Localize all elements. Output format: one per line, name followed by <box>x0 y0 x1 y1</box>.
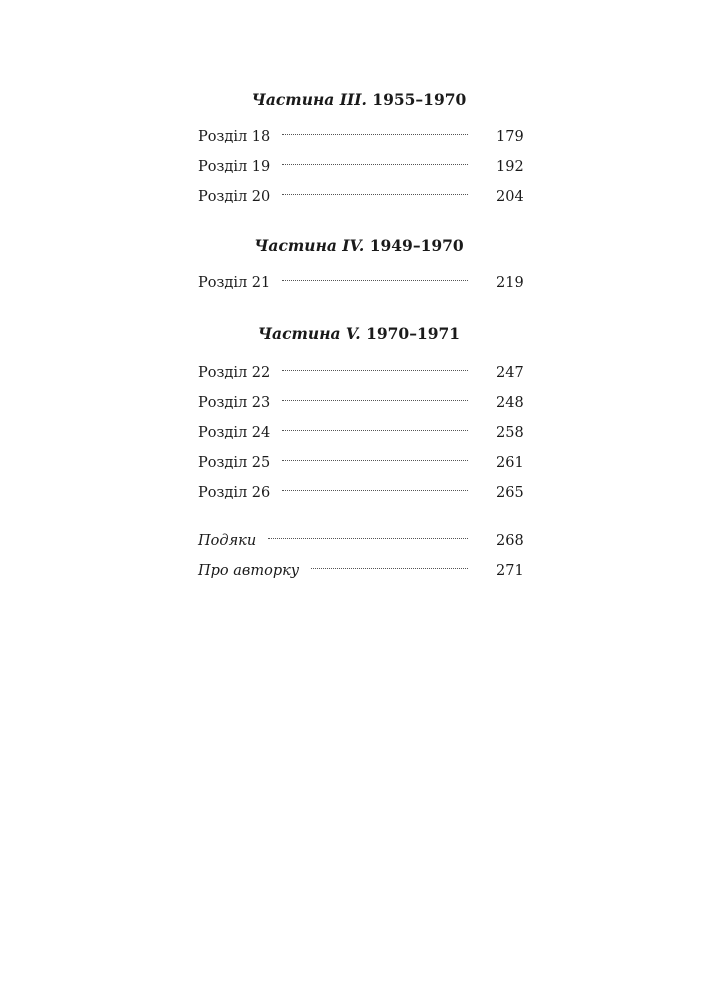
dot-leader <box>282 164 468 165</box>
toc-entry-title: Про авторку <box>198 563 300 579</box>
part-heading <box>198 236 520 256</box>
dot-leader <box>282 280 468 281</box>
toc-entry-title: Подяки <box>198 533 257 549</box>
toc-entry-title: Розділ 18 <box>198 129 271 145</box>
part-heading <box>198 90 520 110</box>
toc-entry-page: 261 <box>496 455 524 471</box>
toc-entry[interactable] <box>198 152 524 182</box>
table-of-contents <box>198 84 524 586</box>
toc-entry-page: 219 <box>496 275 524 291</box>
toc-entry-title: Розділ 22 <box>198 365 271 381</box>
toc-entry-title: Розділ 20 <box>198 189 271 205</box>
toc-entry[interactable] <box>198 478 524 508</box>
toc-entry[interactable] <box>198 268 524 298</box>
toc-entry-title: Розділ 23 <box>198 395 271 411</box>
toc-entry-title: Розділ 26 <box>198 485 271 501</box>
toc-entry[interactable] <box>198 358 524 388</box>
toc-entry-page: 179 <box>496 129 524 145</box>
toc-entry-about-author[interactable] <box>198 556 524 586</box>
dot-leader <box>282 370 468 371</box>
part-label: Частина V. <box>257 324 361 343</box>
toc-entry-page: 248 <box>496 395 524 411</box>
dot-leader <box>282 400 468 401</box>
section-spacer <box>198 508 520 526</box>
part-years: 1955–1970 <box>372 90 467 109</box>
dot-leader <box>282 430 468 431</box>
dot-leader <box>282 194 468 195</box>
dot-leader <box>282 490 468 491</box>
dot-leader <box>311 568 468 569</box>
part-years: 1970–1971 <box>366 324 461 343</box>
toc-entry[interactable] <box>198 122 524 152</box>
toc-entry-page: 265 <box>496 485 524 501</box>
dot-leader <box>268 538 468 539</box>
part-heading <box>198 324 520 344</box>
toc-entry-title: Розділ 25 <box>198 455 271 471</box>
toc-entry-page: 271 <box>496 563 524 579</box>
part-label: Частина III. <box>251 90 367 109</box>
part-label: Частина IV. <box>254 236 365 255</box>
toc-entry-page: 268 <box>496 533 524 549</box>
toc-entry[interactable] <box>198 448 524 478</box>
dot-leader <box>282 134 468 135</box>
toc-entry-page: 258 <box>496 425 524 441</box>
toc-entry-acknowledgements[interactable] <box>198 526 524 556</box>
toc-entry[interactable] <box>198 418 524 448</box>
dot-leader <box>282 460 468 461</box>
toc-entry[interactable] <box>198 388 524 418</box>
toc-entry-page: 247 <box>496 365 524 381</box>
toc-entry-title: Розділ 24 <box>198 425 271 441</box>
toc-entry-title: Розділ 21 <box>198 275 271 291</box>
toc-entry-page: 192 <box>496 159 524 175</box>
toc-entry-page: 204 <box>496 189 524 205</box>
part-years: 1949–1970 <box>369 236 464 255</box>
toc-entry-title: Розділ 19 <box>198 159 271 175</box>
toc-entry[interactable] <box>198 182 524 212</box>
